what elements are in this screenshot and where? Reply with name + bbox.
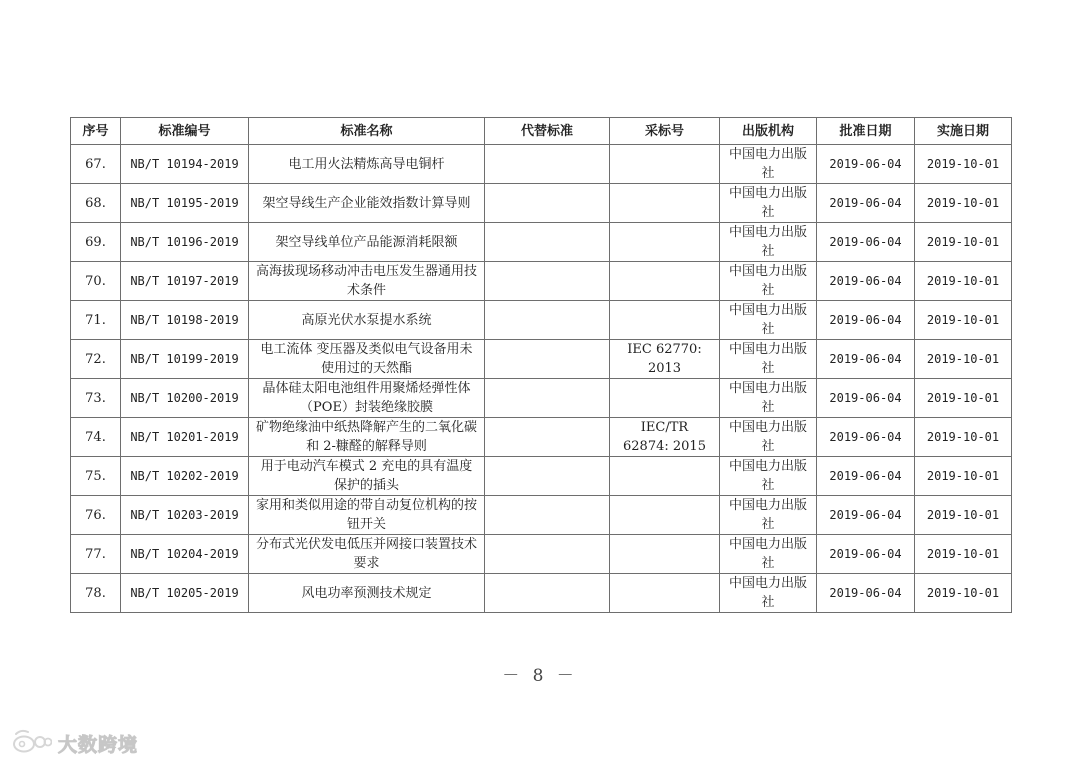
cell-code: NB/T 10200-2019 [121,379,249,418]
cell-name: 电工用火法精炼高导电铜杆 [249,145,485,184]
cell-approved: 2019-06-04 [817,301,915,340]
cell-seq: 73. [71,379,121,418]
cell-effective: 2019-10-01 [915,145,1012,184]
table-row [71,496,1012,535]
cell-effective: 2019-10-01 [915,223,1012,262]
cell-name: 矿物绝缘油中纸热降解产生的二氧化碳和 2-糠醛的解释导则 [249,418,485,457]
header-name: 标准名称 [249,118,485,145]
cell-adopted [610,184,720,223]
cell-publisher: 中国电力出版社 [720,184,817,223]
cell-seq: 76. [71,496,121,535]
cell-replaces [485,301,610,340]
cell-approved: 2019-06-04 [817,223,915,262]
cell-code: NB/T 10194-2019 [121,145,249,184]
cell-name: 电工流体 变压器及类似电气设备用未使用过的天然酯 [249,340,485,379]
cell-replaces [485,418,610,457]
cell-code: NB/T 10205-2019 [121,574,249,613]
cell-adopted [610,262,720,301]
cell-effective: 2019-10-01 [915,496,1012,535]
cell-replaces [485,379,610,418]
cell-publisher: 中国电力出版社 [720,535,817,574]
cell-code: NB/T 10203-2019 [121,496,249,535]
cell-replaces [485,223,610,262]
cell-seq: 69. [71,223,121,262]
cell-effective: 2019-10-01 [915,418,1012,457]
cell-seq: 72. [71,340,121,379]
cell-replaces [485,184,610,223]
header-seq: 序号 [71,118,121,145]
cell-publisher: 中国电力出版社 [720,340,817,379]
cell-publisher: 中国电力出版社 [720,574,817,613]
cell-approved: 2019-06-04 [817,496,915,535]
header-adopted: 采标号 [610,118,720,145]
cell-code: NB/T 10202-2019 [121,457,249,496]
cell-adopted [610,379,720,418]
cell-code: NB/T 10197-2019 [121,262,249,301]
table-header-row [71,118,1012,145]
cell-publisher: 中国电力出版社 [720,496,817,535]
cell-replaces [485,145,610,184]
cell-effective: 2019-10-01 [915,574,1012,613]
cell-replaces [485,535,610,574]
cell-replaces [485,262,610,301]
cell-seq: 74. [71,418,121,457]
watermark [12,728,138,758]
table-row [71,145,1012,184]
cell-name: 家用和类似用途的带自动复位机构的按钮开关 [249,496,485,535]
cell-approved: 2019-06-04 [817,535,915,574]
cell-code: NB/T 10195-2019 [121,184,249,223]
watermark-text: 大数跨境 [58,733,139,756]
cell-seq: 71. [71,301,121,340]
cell-adopted: IEC 62770: 2013 [610,340,720,379]
cell-adopted [610,457,720,496]
table-row [71,262,1012,301]
cell-code: NB/T 10196-2019 [121,223,249,262]
page-number: － 8 － [502,666,578,686]
standards-table [70,117,1012,613]
cell-publisher: 中国电力出版社 [720,223,817,262]
cell-replaces [485,496,610,535]
cell-approved: 2019-06-04 [817,418,915,457]
cell-publisher: 中国电力出版社 [720,262,817,301]
cell-seq: 78. [71,574,121,613]
cell-name: 晶体硅太阳电池组件用聚烯烃弹性体（POE）封装绝缘胶膜 [249,379,485,418]
cell-effective: 2019-10-01 [915,184,1012,223]
cell-seq: 68. [71,184,121,223]
cell-name: 高海拔现场移动冲击电压发生器通用技术条件 [249,262,485,301]
cell-adopted [610,145,720,184]
cell-effective: 2019-10-01 [915,379,1012,418]
cell-adopted [610,535,720,574]
cell-seq: 75. [71,457,121,496]
weibo-logo-icon [12,728,52,758]
cell-adopted [610,574,720,613]
table-row [71,301,1012,340]
table-row [71,574,1012,613]
cell-publisher: 中国电力出版社 [720,145,817,184]
table-row [71,184,1012,223]
cell-replaces [485,574,610,613]
cell-effective: 2019-10-01 [915,262,1012,301]
table-row [71,379,1012,418]
cell-name: 架空导线单位产品能源消耗限额 [249,223,485,262]
cell-approved: 2019-06-04 [817,262,915,301]
cell-code: NB/T 10204-2019 [121,535,249,574]
cell-approved: 2019-06-04 [817,574,915,613]
header-replaces: 代替标准 [485,118,610,145]
cell-name: 风电功率预测技术规定 [249,574,485,613]
cell-name: 架空导线生产企业能效指数计算导则 [249,184,485,223]
cell-seq: 70. [71,262,121,301]
cell-effective: 2019-10-01 [915,457,1012,496]
header-approved: 批准日期 [817,118,915,145]
cell-publisher: 中国电力出版社 [720,457,817,496]
header-publisher: 出版机构 [720,118,817,145]
header-effective: 实施日期 [915,118,1012,145]
cell-adopted [610,223,720,262]
cell-approved: 2019-06-04 [817,379,915,418]
cell-adopted [610,496,720,535]
cell-name: 分布式光伏发电低压并网接口装置技术要求 [249,535,485,574]
cell-effective: 2019-10-01 [915,340,1012,379]
cell-effective: 2019-10-01 [915,301,1012,340]
cell-name: 高原光伏水泵提水系统 [249,301,485,340]
cell-publisher: 中国电力出版社 [720,379,817,418]
cell-publisher: 中国电力出版社 [720,418,817,457]
table-row [71,340,1012,379]
cell-publisher: 中国电力出版社 [720,301,817,340]
cell-approved: 2019-06-04 [817,145,915,184]
cell-code: NB/T 10198-2019 [121,301,249,340]
cell-effective: 2019-10-01 [915,535,1012,574]
cell-approved: 2019-06-04 [817,340,915,379]
table-row [71,457,1012,496]
cell-replaces [485,340,610,379]
cell-approved: 2019-06-04 [817,184,915,223]
cell-approved: 2019-06-04 [817,457,915,496]
cell-code: NB/T 10201-2019 [121,418,249,457]
cell-adopted [610,301,720,340]
cell-code: NB/T 10199-2019 [121,340,249,379]
header-code: 标准编号 [121,118,249,145]
cell-name: 用于电动汽车模式 2 充电的具有温度保护的插头 [249,457,485,496]
cell-adopted: IEC/TR 62874: 2015 [610,418,720,457]
cell-seq: 67. [71,145,121,184]
cell-replaces [485,457,610,496]
cell-seq: 77. [71,535,121,574]
table-row [71,223,1012,262]
table-row [71,418,1012,457]
table-row [71,535,1012,574]
